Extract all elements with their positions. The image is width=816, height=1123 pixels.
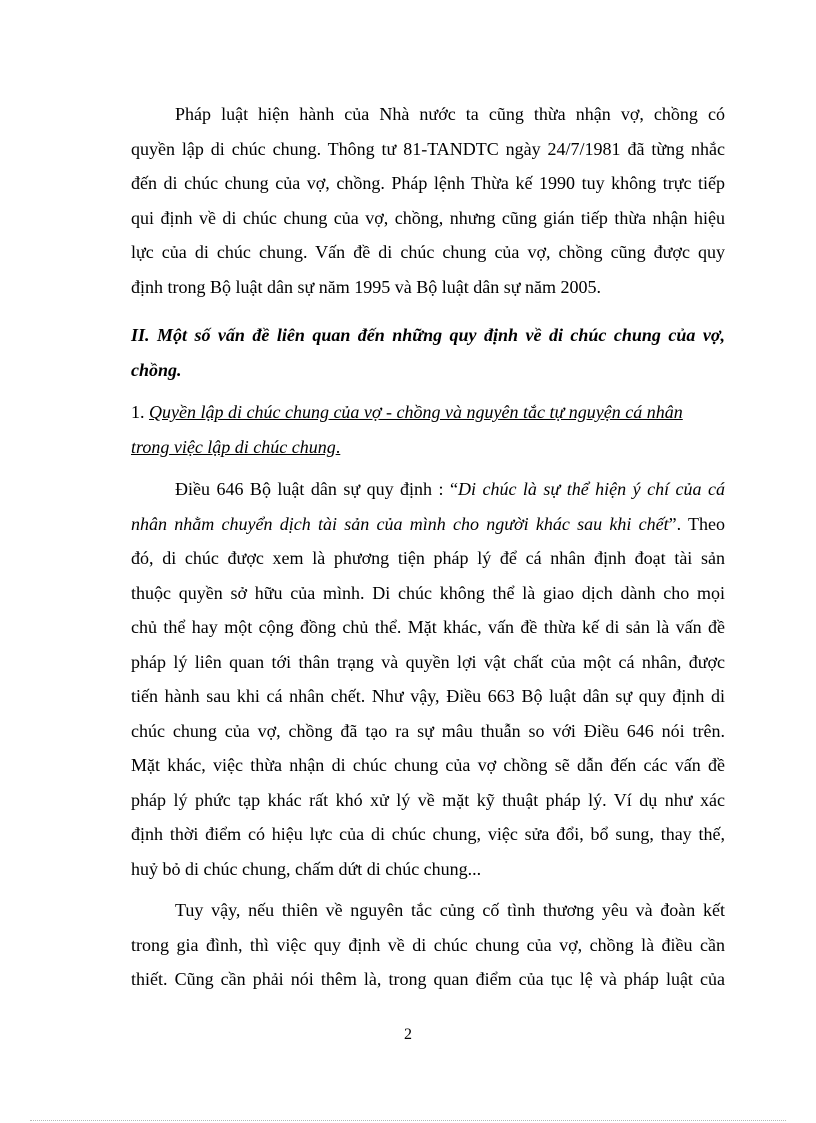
paragraph-family-principle — [131, 893, 725, 997]
text-line: pháp lý liên quan tới thân trạng và quyền lợi vật chất của một cá nhân, được — [131, 651, 725, 672]
text-line: tiến hành sau khi cá nhân chết. Như vậy, Điều 663 Bộ luật dân sự quy định di — [131, 686, 725, 706]
subheading-text: Quyền lập di chúc chung của vợ - chồng và nguyên tắc tự nguyện cá nhân — [149, 402, 683, 422]
heading-line: II. Một số vấn đề liên quan đến những quy định về di chúc chung của vợ, — [131, 325, 725, 345]
text-line: qui định về di chúc chung của vợ, chồng, nhưng cũng gián tiếp thừa nhận hiệu — [131, 207, 725, 228]
text-line: định thời điểm có hiệu lực của di chúc chung, việc sửa đổi, bổ sung, thay thế, — [131, 824, 725, 844]
text-line: Pháp luật hiện hành của Nhà nước ta cũng thừa nhận vợ, chồng có — [175, 104, 725, 124]
text-line: thiết. Cũng cần phải nói thêm là, trong quan điểm của tục lệ và pháp luật của — [131, 969, 725, 989]
heading-line: chồng. — [131, 359, 182, 380]
text-line: quyền lập di chúc chung. Thông tư 81-TANDTC ngày 24/7/1981 đã từng nhắc — [131, 138, 725, 159]
quote-tail: ”. Theo — [668, 513, 725, 534]
text-line: đến di chúc chung của vợ, chồng. Pháp lệnh Thừa kế 1990 tuy không trực tiếp — [131, 173, 725, 193]
section-heading-ii — [131, 318, 725, 387]
text-line: chúc chung của vợ, chồng đã tạo ra sự mâu thuẫn so với Điều 646 nói trên. — [131, 720, 725, 741]
paragraph-legal-recognition — [131, 97, 725, 304]
quoted-definition: Di chúc là sự thể hiện ý chí của cá — [458, 479, 725, 499]
text-line: thuộc quyền sở hữu của mình. Di chúc không thể là giao dịch dành cho mọi — [131, 582, 725, 603]
text-line: chủ thể hay một cộng đồng chủ thể. Mặt khác, vấn đề thừa kế di sản là vấn đề — [131, 617, 725, 637]
text-line: trong gia đình, thì việc quy định về di chúc chung của vợ, chồng là điều cần — [131, 934, 725, 955]
text-line — [131, 507, 725, 542]
text-line: lực của di chúc chung. Vấn đề di chúc chung của vợ, chồng cũng được quy — [131, 242, 725, 262]
text-line: đó, di chúc được xem là phương tiện pháp lý để cá nhân định đoạt tài sản — [131, 548, 725, 568]
page-number: 2 — [404, 1026, 412, 1043]
subheading-period: . — [335, 436, 341, 457]
paragraph-article-646 — [131, 472, 725, 886]
article-lead: Điều 646 Bộ luật dân sự quy định : “ — [175, 479, 458, 499]
text-line: Tuy vậy, nếu thiên về nguyên tắc củng cố tình thương yêu và đoàn kết — [175, 900, 725, 920]
text-line: pháp lý phức tạp khác rất khó xử lý về mặt kỹ thuật pháp lý. Ví dụ như xác — [131, 789, 725, 810]
quoted-definition: nhân nhằm chuyển dịch tài sản của mình cho người khác sau khi chết — [131, 513, 669, 534]
text-line: Mặt khác, việc thừa nhận di chúc chung của vợ chồng sẽ dẫn đến các vấn đề — [131, 755, 725, 775]
subheading-line — [131, 430, 725, 465]
subsection-heading-1 — [131, 395, 725, 464]
text-line — [131, 472, 725, 507]
text-line: huỷ bỏ di chúc chung, chấm dứt di chúc chung... — [131, 858, 482, 879]
subheading-number: 1. — [131, 402, 149, 422]
subheading-line — [131, 395, 725, 430]
text-line: định trong Bộ luật dân sự năm 1995 và Bộ luật dân sự năm 2005. — [131, 276, 601, 297]
page-bottom-divider — [30, 1120, 786, 1121]
subheading-text: trong việc lập di chúc chung — [131, 436, 336, 457]
